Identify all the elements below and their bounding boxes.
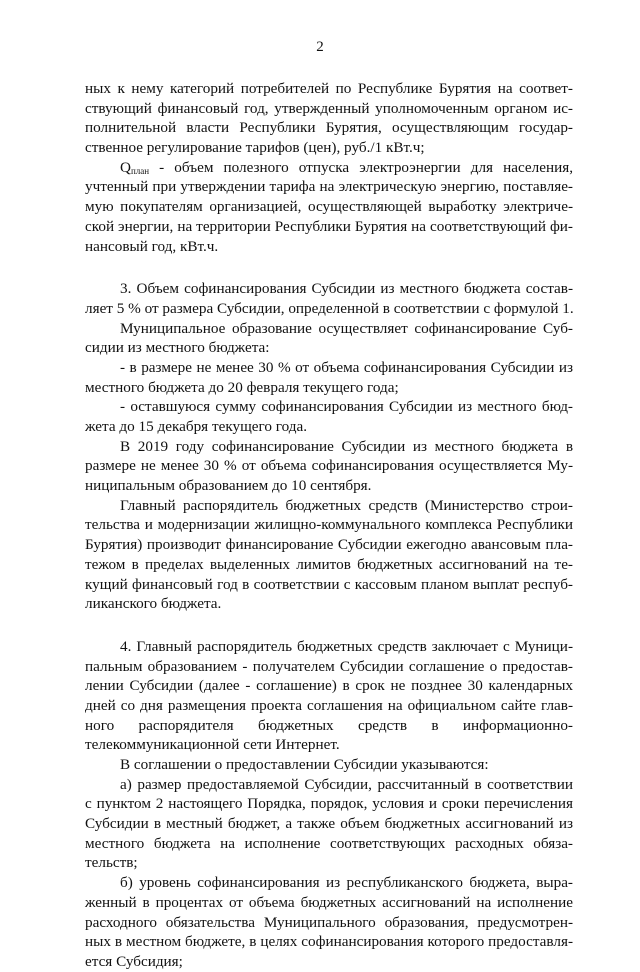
- page-number: 2: [316, 39, 324, 55]
- p9-line: 4. Главный распорядитель бюджетных средств заключает с Муници-: [120, 637, 573, 655]
- p1-line: ствующий финансовый год, утвержденный уполномоченным органом ис-: [85, 99, 573, 117]
- p1-line: ных к нему категорий потребителей по Республике Бурятия на соответ-: [85, 80, 573, 97]
- q-definition-line: [85, 158, 573, 178]
- p1-line: ственное регулирование тарифов (цен), руб./1 кВт.ч;: [85, 139, 425, 157]
- q-definition-text: - объем полезного отпуска электроэнергии для населения,: [149, 158, 573, 176]
- p12-line: ных в местном бюджете, в целях софинансирования которого предоставля-: [85, 933, 573, 951]
- p8-line: тежом в пределах выделенных лимитов бюджетных ассигнований на те-: [85, 555, 573, 573]
- p9-line: телекоммуникационной сети Интернет.: [85, 736, 340, 754]
- p5-line: - в размере не менее 30 % от объема софинансирования Субсидии из: [120, 358, 573, 376]
- p8-line: Бурятия) производит финансирование Субсидии ежегодно авансовым пла-: [85, 536, 573, 554]
- p4-line: сидии из местного бюджета:: [85, 339, 270, 357]
- p12-line: расходного обязательства Муниципального образования, предусмотрен-: [85, 913, 573, 931]
- p9-line: лении Субсидии (далее - соглашение) в срок не позднее 30 календарных: [85, 677, 573, 695]
- p4-line: Муниципальное образование осуществляет софинансирование Суб-: [120, 319, 573, 337]
- p8-line: Главный распорядитель бюджетных средств (Министерство строи-: [120, 496, 573, 514]
- p1-line: полнительной власти Республики Бурятия, осуществляющим государ-: [85, 119, 573, 137]
- p2-line: учтенный при утверждении тарифа на электрическую энергию, поставляе-: [85, 178, 573, 196]
- q-subscript: план: [130, 165, 150, 176]
- p12-line: б) уровень софинансирования из республиканского бюджета, выра-: [120, 874, 573, 892]
- p11-line: с пунктом 2 настоящего Порядка, порядок, условия и сроки перечисления: [85, 795, 573, 813]
- p5-line: местного бюджета до 20 февраля текущего года;: [85, 378, 399, 396]
- p7-line: размере не менее 30 % от объема софинансирования осуществляется Му-: [85, 457, 573, 475]
- p2-line: ской энергии, на территории Республики Бурятия на соответствующий фи-: [85, 217, 573, 235]
- p2-line: нансовый год, кВт.ч.: [85, 237, 219, 255]
- p11-line: Субсидии в местный бюджет, а также объем бюджетных ассигнований из: [85, 815, 573, 833]
- p12-line: ется Субсидия;: [85, 952, 183, 970]
- p9-line: ного распорядителя бюджетных средств в информационно-: [85, 716, 573, 734]
- p3-line: 3. Объем софинансирования Субсидии из местного бюджета состав-: [120, 280, 573, 298]
- p8-line: кущий финансовый год в соответствии с кассовым планом выплат респуб-: [85, 575, 573, 593]
- p12-line: женный в процентах от объема бюджетных ассигнований на исполнение: [85, 893, 573, 911]
- p7-line: В 2019 году софинансирование Субсидии из местного бюджета в: [120, 437, 573, 455]
- p8-line: тельства и модернизации жилищно-коммунального комплекса Республики: [85, 516, 573, 534]
- paragraph-gap: [85, 256, 573, 279]
- p11-line: а) размер предоставляемой Субсидии, рассчитанный в соответствии: [120, 775, 573, 793]
- body-text: [85, 79, 573, 972]
- p11-line: местного бюджета на исполнение соответствующих расходных обяза-: [85, 834, 573, 852]
- p10-line: В соглашении о предоставлении Субсидии указываются:: [120, 756, 489, 773]
- paragraph-gap: [85, 614, 573, 637]
- p6-line: жета до 15 декабря текущего года.: [85, 418, 308, 435]
- p2-line: мую покупателям организацией, осуществляющей выработку электриче-: [85, 198, 573, 216]
- p11-line: тельств;: [85, 854, 138, 872]
- p8-line: ликанского бюджета.: [85, 595, 222, 613]
- p7-line: ниципальным образованием до 10 сентября.: [85, 477, 372, 495]
- p6-line: - оставшуюся сумму софинансирования Субсидии из местного бюд-: [120, 398, 573, 416]
- q-symbol: Q: [120, 158, 131, 176]
- p9-line: дней со дня размещения проекта соглашения на официальном сайте глав-: [85, 696, 573, 714]
- p3-line: ляет 5 % от размера Субсидии, определенной в соответствии с формулой 1.: [85, 299, 574, 317]
- p9-line: пальным образованием - получателем Субсидии соглашение о предостав-: [85, 657, 573, 675]
